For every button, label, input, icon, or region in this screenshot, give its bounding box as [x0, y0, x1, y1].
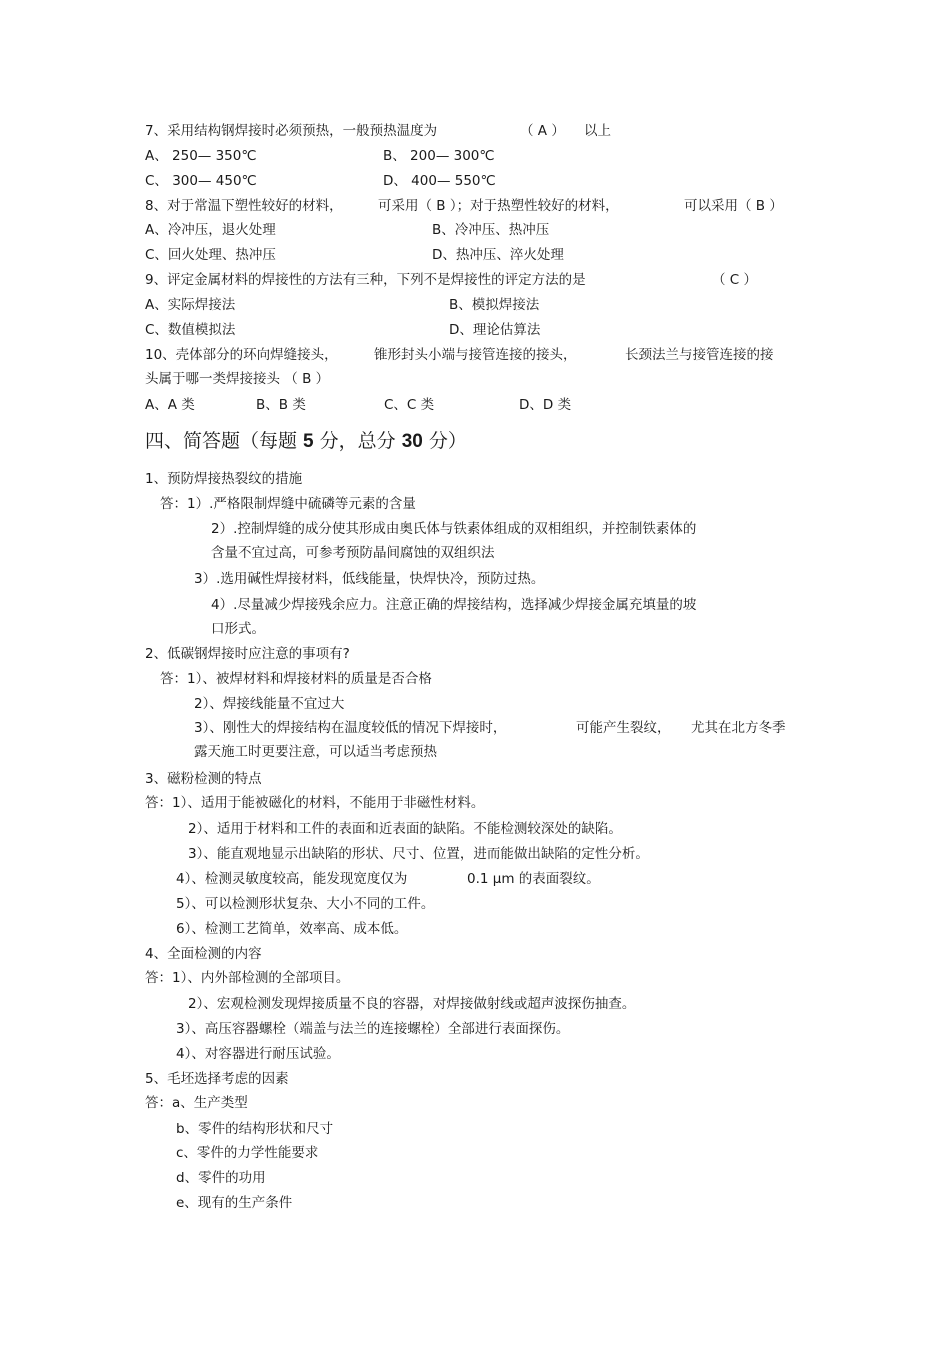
q3-answer-line6: 6）、检测工艺简单，效率高、成本低。 — [176, 921, 408, 937]
q9-answer: （ C ） — [712, 272, 758, 288]
q8-option-a: A、冷冲压，退火处理 — [145, 222, 276, 238]
q1-answer-line1: 答：1）.严格限制焊缝中硫磷等元素的含量 — [160, 496, 416, 512]
q1-answer-line4: 3）.选用碱性焊接材料，低线能量，快焊快冷，预防过热。 — [194, 571, 545, 587]
q3-answer-line4a: 4）、检测灵敏度较高，能发现宽度仅为 — [176, 871, 408, 887]
q9-stem: 9、评定金属材料的焊接性的方法有三种，下列不是焊接性的评定方法的是 — [145, 272, 586, 288]
q7-option-b: B、 200— 300℃ — [383, 148, 495, 164]
q8-stem-part1: 8、对于常温下塑性较好的材料， — [145, 198, 343, 214]
q3-answer-line5: 5）、可以检测形状复杂、大小不同的工件。 — [176, 896, 435, 912]
q10-option-b: B、B 类 — [256, 397, 306, 413]
q4-answer-line2: 2）、宏观检测发现焊接质量不良的容器，对焊接做射线或超声波探伤抽查。 — [188, 996, 636, 1012]
q1-answer-line2: 2）.控制焊缝的成分使其形成由奥氏体与铁素体组成的双相组织，并控制铁素体的 — [211, 521, 697, 537]
q10-option-d: D、D 类 — [519, 397, 572, 413]
q7-tail: 以上 — [584, 123, 611, 139]
q4-answer-line1: 答：1）、内外部检测的全部项目。 — [145, 970, 350, 986]
q10-stem-line2: 头属于哪一类焊接接头 （ B ） — [145, 371, 330, 387]
heading-total: 30 — [401, 431, 423, 452]
q2-title: 2、低碳钢焊接时应注意的事项有? — [145, 646, 350, 662]
q3-answer-line3: 3）、能直观地显示出缺陷的形状、尺寸、位置，进而能做出缺陷的定性分析。 — [188, 846, 649, 862]
q3-answer-line4b: 0.1 μm 的表面裂纹。 — [467, 871, 600, 887]
q1-answer-line3: 含量不宜过高，可参考预防晶间腐蚀的双组织法 — [211, 545, 495, 561]
q7-option-a: A、 250— 350℃ — [145, 148, 257, 164]
q2-answer-line4: 露天施工时更要注意，可以适当考虑预热 — [194, 744, 437, 760]
q10-stem-part1: 10、壳体部分的环向焊缝接头， — [145, 347, 338, 363]
q5-title: 5、毛坯选择考虑的因素 — [145, 1071, 289, 1087]
q7-answer: （ A ） — [520, 123, 565, 139]
q10-stem-part3: 长颈法兰与接管连接的接 — [625, 347, 774, 363]
heading-middle: 分，总分 — [313, 430, 402, 452]
q2-answer-line2: 2）、焊接线能量不宜过大 — [194, 696, 345, 712]
q4-answer-line3: 3）、高压容器螺栓（端盖与法兰的连接螺栓）全部进行表面探伤。 — [176, 1021, 570, 1037]
q8-option-b: B、冷冲压、热冲压 — [432, 222, 550, 238]
q7-option-c: C、 300— 450℃ — [145, 173, 257, 189]
q4-answer-line4: 4）、对容器进行耐压试验。 — [176, 1046, 340, 1062]
q3-title: 3、磁粉检测的特点 — [145, 771, 262, 787]
section-heading — [145, 428, 467, 455]
q5-answer-line2: b、零件的结构形状和尺寸 — [176, 1121, 334, 1137]
q8-stem-part3: 可以采用（ B ） — [684, 198, 783, 214]
q10-option-a: A、A 类 — [145, 397, 195, 413]
q8-option-d: D、热冲压、淬火处理 — [432, 247, 564, 263]
q1-answer-line6: 口形式。 — [211, 621, 265, 637]
q2-answer-line1: 答：1）、被焊材料和焊接材料的质量是否合格 — [160, 671, 432, 687]
q4-title: 4、全面检测的内容 — [145, 946, 262, 962]
q2-answer-line3a: 3）、刚性大的焊接结构在温度较低的情况下焊接时， — [194, 720, 507, 736]
q3-answer-line2: 2）、适用于材料和工件的表面和近表面的缺陷。不能检测较深处的缺陷。 — [188, 821, 622, 837]
q2-answer-line3c: 尤其在北方冬季 — [691, 720, 786, 736]
heading-prefix: 四、简答题（每题 — [145, 430, 304, 452]
q9-option-a: A、实际焊接法 — [145, 297, 236, 313]
q5-answer-line4: d、零件的功用 — [176, 1170, 266, 1186]
q7-option-d: D、 400— 550℃ — [383, 173, 496, 189]
q10-stem-part2: 锥形封头小端与接管连接的接头， — [374, 347, 577, 363]
q8-stem-part2: 可采用（ B ）；对于热塑性较好的材料， — [378, 198, 619, 214]
q7-stem: 7、采用结构钢焊接时必须预热，一般预热温度为 — [145, 123, 438, 139]
q10-option-c: C、C 类 — [384, 397, 435, 413]
q5-answer-line3: c、零件的力学性能要求 — [176, 1145, 319, 1161]
q1-answer-line5: 4）.尽量减少焊接残余应力。注意正确的焊接结构，选择减少焊接金属充填量的坡 — [211, 597, 697, 613]
q2-answer-line3b: 可能产生裂纹， — [576, 720, 671, 736]
q9-option-d: D、理论估算法 — [449, 322, 541, 338]
q8-option-c: C、回火处理、热冲压 — [145, 247, 276, 263]
q5-answer-line5: e、现有的生产条件 — [176, 1195, 293, 1211]
q9-option-c: C、数值模拟法 — [145, 322, 236, 338]
q9-option-b: B、模拟焊接法 — [449, 297, 540, 313]
q3-answer-line1: 答：1）、适用于能被磁化的材料，不能用于非磁性材料。 — [145, 795, 485, 811]
q1-title: 1、预防焊接热裂纹的措施 — [145, 471, 303, 487]
heading-points: 5 — [303, 431, 314, 452]
q5-answer-line1: 答：a、生产类型 — [145, 1095, 248, 1111]
heading-suffix: 分） — [422, 430, 467, 452]
